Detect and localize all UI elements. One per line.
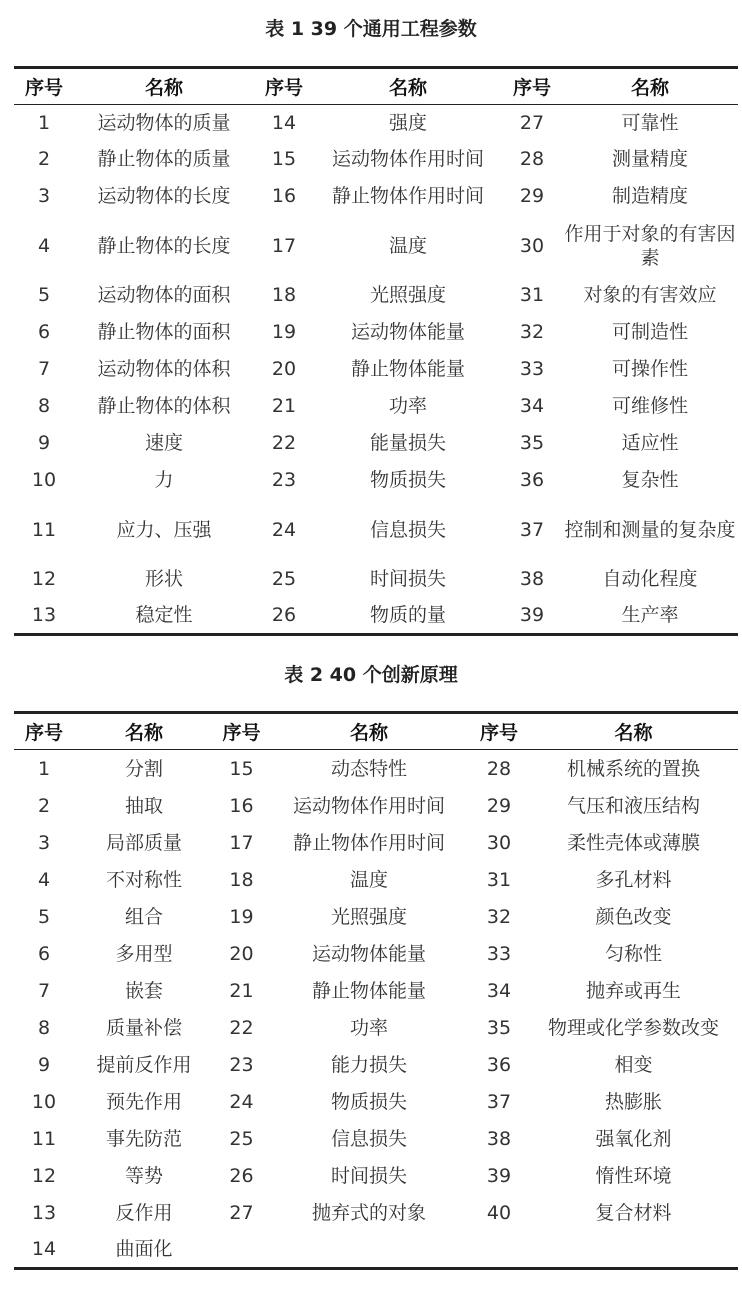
cell-name: 速度 xyxy=(144,432,183,454)
cell-name: 分割 xyxy=(124,757,163,780)
cell-name: 多孔材料 xyxy=(595,869,672,891)
header-name: 名称 xyxy=(529,713,738,750)
table-row xyxy=(14,215,738,277)
table-row xyxy=(14,178,738,215)
cell-name: 可靠性 xyxy=(621,111,679,134)
header-name: 名称 xyxy=(562,68,738,105)
table2-caption: 表 2 40 个创新原理 xyxy=(284,664,458,686)
cell-name: 匀称性 xyxy=(604,943,662,965)
cell-index: 20 xyxy=(271,358,297,380)
table-header-row xyxy=(14,713,738,750)
cell-index: 30 xyxy=(519,234,545,257)
cell-name: 稳定性 xyxy=(74,598,254,635)
cell-name: 力 xyxy=(154,469,174,491)
cell-name: 测量精度 xyxy=(611,148,688,170)
cell-name: 反作用 xyxy=(115,1202,173,1224)
cell-name: 机械系统的置换 xyxy=(566,757,700,780)
cell-index: 18 xyxy=(229,869,254,891)
cell-name: 物理或化学参数改变 xyxy=(547,1017,719,1039)
cell-index: 33 xyxy=(486,943,512,965)
cell-index: 16 xyxy=(229,795,254,817)
cell-name: 可操作性 xyxy=(611,358,688,380)
cell-name: 对象的有害效应 xyxy=(583,284,717,306)
cell-name: 热膨胀 xyxy=(604,1091,662,1113)
cell-index: 36 xyxy=(519,469,545,491)
cell-index: 25 xyxy=(229,1128,254,1150)
cell-index: 6 xyxy=(37,321,51,343)
cell-index: 35 xyxy=(519,432,545,454)
header-index: 序号 xyxy=(254,68,314,105)
cell-index: 28 xyxy=(486,757,512,780)
table-row xyxy=(14,561,738,598)
cell-name: 强度 xyxy=(388,111,427,134)
cell-name xyxy=(269,1232,469,1269)
cell-index: 39 xyxy=(502,598,562,635)
cell-index: 27 xyxy=(229,1202,254,1224)
cell-name: 静止物体的长度 xyxy=(97,234,231,257)
cell-index: 22 xyxy=(271,432,297,454)
table-row xyxy=(14,1010,738,1047)
cell-index: 7 xyxy=(37,980,51,1002)
cell-name: 形状 xyxy=(144,568,183,590)
cell-name: 运动物体的体积 xyxy=(97,358,231,380)
cell-index: 26 xyxy=(229,1165,254,1187)
cell-name: 运动物体的长度 xyxy=(97,185,231,207)
cell-index: 34 xyxy=(519,395,545,417)
cell-name: 复合材料 xyxy=(595,1202,672,1224)
cell-index: 12 xyxy=(31,1165,57,1187)
cell-index: 30 xyxy=(486,832,512,854)
cell-index: 1 xyxy=(37,757,51,780)
cell-index: 9 xyxy=(37,432,51,454)
cell-name: 可维修性 xyxy=(611,395,688,417)
cell-index: 11 xyxy=(31,518,57,541)
table-row xyxy=(14,388,738,425)
table-row xyxy=(14,1121,738,1158)
cell-name: 生产率 xyxy=(562,598,738,635)
cell-index: 22 xyxy=(229,1017,254,1039)
cell-name: 可制造性 xyxy=(611,321,688,343)
cell-index: 21 xyxy=(271,395,297,417)
cell-index: 23 xyxy=(229,1054,254,1076)
cell-index: 10 xyxy=(31,469,57,491)
table-row xyxy=(14,973,738,1010)
cell-index: 15 xyxy=(229,757,254,780)
cell-index: 4 xyxy=(37,234,51,257)
table-row xyxy=(14,351,738,388)
cell-index: 3 xyxy=(37,832,51,854)
cell-index: 14 xyxy=(14,1232,74,1269)
cell-name: 运动物体的质量 xyxy=(97,111,231,134)
cell-index: 17 xyxy=(271,234,297,257)
cell-name: 温度 xyxy=(388,234,427,257)
cell-name: 静止物体的质量 xyxy=(97,148,231,170)
cell-index: 4 xyxy=(37,869,51,891)
table-header-row xyxy=(14,68,738,105)
table-row xyxy=(14,314,738,351)
cell-name: 相变 xyxy=(614,1054,653,1076)
cell-index: 23 xyxy=(271,469,297,491)
cell-name: 静止物体的面积 xyxy=(97,321,231,343)
cell-index: 28 xyxy=(519,148,545,170)
cell-name: 光照强度 xyxy=(330,906,407,928)
cell-name: 强氧化剂 xyxy=(595,1128,672,1150)
cell-name: 光照强度 xyxy=(369,284,446,306)
cell-name: 温度 xyxy=(349,869,388,891)
engineering-parameters-table xyxy=(14,66,738,636)
cell-name: 抛弃式的对象 xyxy=(311,1202,426,1224)
cell-name: 控制和测量的复杂度 xyxy=(564,518,736,541)
cell-index: 12 xyxy=(31,568,57,590)
table-row xyxy=(14,141,738,178)
table-row xyxy=(14,1158,738,1195)
cell-index: 37 xyxy=(486,1091,512,1113)
cell-name: 不对称性 xyxy=(105,869,182,891)
cell-name: 自动化程度 xyxy=(602,568,698,590)
cell-index: 39 xyxy=(486,1165,512,1187)
cell-index: 26 xyxy=(254,598,314,635)
header-name: 名称 xyxy=(314,68,502,105)
cell-name: 气压和液压结构 xyxy=(566,795,700,817)
cell-name: 应力、压强 xyxy=(116,518,212,541)
cell-index: 36 xyxy=(486,1054,512,1076)
table-row xyxy=(14,1047,738,1084)
header-name: 名称 xyxy=(74,68,254,105)
cell-name: 制造精度 xyxy=(611,185,688,207)
cell-name: 时间损失 xyxy=(369,568,446,590)
cell-name: 物质损失 xyxy=(369,469,446,491)
cell-index: 7 xyxy=(37,358,51,380)
cell-name: 抛弃或再生 xyxy=(585,980,681,1002)
cell-name: 能力损失 xyxy=(330,1054,407,1076)
cell-name: 嵌套 xyxy=(124,980,163,1002)
table-row xyxy=(14,862,738,899)
table-row xyxy=(14,750,738,788)
innovation-principles-table xyxy=(14,711,738,1270)
cell-index: 31 xyxy=(486,869,512,891)
table-row xyxy=(14,899,738,936)
table-row xyxy=(14,105,738,141)
table1-caption: 表 1 39 个通用工程参数 xyxy=(265,18,477,40)
header-index: 序号 xyxy=(14,713,74,750)
cell-index: 38 xyxy=(486,1128,512,1150)
cell-index: 40 xyxy=(486,1202,512,1224)
table-row xyxy=(14,825,738,862)
cell-index: 35 xyxy=(486,1017,512,1039)
cell-name: 功率 xyxy=(349,1017,388,1039)
cell-index: 37 xyxy=(519,518,545,541)
cell-index: 2 xyxy=(37,795,51,817)
cell-index xyxy=(214,1232,269,1269)
cell-name: 作用于对象的有害因素 xyxy=(564,222,736,269)
cell-index: 2 xyxy=(37,148,51,170)
cell-name: 静止物体作用时间 xyxy=(331,185,484,207)
cell-index: 3 xyxy=(37,185,51,207)
cell-index: 11 xyxy=(31,1128,57,1150)
cell-name: 物质损失 xyxy=(330,1091,407,1113)
cell-index: 29 xyxy=(486,795,512,817)
cell-name: 预先作用 xyxy=(105,1091,182,1113)
cell-name: 时间损失 xyxy=(330,1165,407,1187)
cell-index: 33 xyxy=(519,358,545,380)
cell-name: 运动物体能量 xyxy=(311,943,426,965)
cell-index: 5 xyxy=(37,284,51,306)
cell-index: 13 xyxy=(14,598,74,635)
cell-name: 局部质量 xyxy=(105,832,182,854)
cell-name: 适应性 xyxy=(621,432,679,454)
cell-index: 21 xyxy=(229,980,254,1002)
cell-index: 34 xyxy=(486,980,512,1002)
cell-name: 信息损失 xyxy=(330,1128,407,1150)
cell-index: 8 xyxy=(37,1017,51,1039)
cell-name: 惰性环境 xyxy=(595,1165,672,1187)
cell-index: 6 xyxy=(37,943,51,965)
header-index: 序号 xyxy=(469,713,529,750)
cell-index: 19 xyxy=(229,906,254,928)
cell-index: 9 xyxy=(37,1054,51,1076)
cell-name: 运动物体作用时间 xyxy=(331,148,484,170)
cell-name: 动态特性 xyxy=(330,757,407,780)
cell-index: 13 xyxy=(31,1202,57,1224)
cell-name: 功率 xyxy=(388,395,427,417)
header-name: 名称 xyxy=(269,713,469,750)
cell-name: 运动物体的面积 xyxy=(97,284,231,306)
cell-index: 16 xyxy=(271,185,297,207)
cell-index xyxy=(469,1232,529,1269)
cell-name xyxy=(529,1232,738,1269)
table-row xyxy=(14,425,738,462)
cell-name: 信息损失 xyxy=(369,518,446,541)
cell-name: 等势 xyxy=(124,1165,163,1187)
cell-index: 19 xyxy=(271,321,297,343)
cell-index: 8 xyxy=(37,395,51,417)
cell-name: 复杂性 xyxy=(621,469,679,491)
cell-name: 抽取 xyxy=(124,795,163,817)
cell-name: 运动物体作用时间 xyxy=(292,795,445,817)
cell-name: 事先防范 xyxy=(105,1128,182,1150)
cell-index: 17 xyxy=(229,832,254,854)
cell-name: 静止物体作用时间 xyxy=(292,832,445,854)
header-index: 序号 xyxy=(502,68,562,105)
cell-name: 能量损失 xyxy=(369,432,446,454)
header-index: 序号 xyxy=(214,713,269,750)
cell-index: 15 xyxy=(271,148,297,170)
cell-name: 多用型 xyxy=(115,943,173,965)
cell-name: 物质的量 xyxy=(314,598,502,635)
cell-index: 31 xyxy=(519,284,545,306)
header-name: 名称 xyxy=(74,713,214,750)
cell-index: 32 xyxy=(519,321,545,343)
cell-index: 1 xyxy=(37,111,51,134)
table-row xyxy=(14,1195,738,1232)
table-row xyxy=(14,277,738,314)
cell-name: 静止物体能量 xyxy=(350,358,465,380)
cell-index: 14 xyxy=(271,111,297,134)
table-row xyxy=(14,936,738,973)
cell-name: 组合 xyxy=(124,906,163,928)
cell-index: 25 xyxy=(271,568,297,590)
table-row xyxy=(14,499,738,561)
cell-name: 曲面化 xyxy=(74,1232,214,1269)
table-row xyxy=(14,462,738,499)
cell-name: 静止物体能量 xyxy=(311,980,426,1002)
table-row xyxy=(14,1232,738,1269)
cell-name: 静止物体的体积 xyxy=(97,395,231,417)
cell-index: 24 xyxy=(271,518,297,541)
header-index: 序号 xyxy=(14,68,74,105)
cell-index: 18 xyxy=(271,284,297,306)
cell-name: 柔性壳体或薄膜 xyxy=(566,832,700,854)
cell-index: 32 xyxy=(486,906,512,928)
cell-name: 质量补偿 xyxy=(105,1017,182,1039)
table-row xyxy=(14,598,738,635)
cell-index: 10 xyxy=(31,1091,57,1113)
cell-index: 38 xyxy=(519,568,545,590)
cell-index: 5 xyxy=(37,906,51,928)
table-row xyxy=(14,788,738,825)
cell-name: 运动物体能量 xyxy=(350,321,465,343)
cell-index: 20 xyxy=(229,943,254,965)
cell-index: 24 xyxy=(229,1091,254,1113)
table-row xyxy=(14,1084,738,1121)
cell-name: 提前反作用 xyxy=(96,1054,192,1076)
cell-index: 29 xyxy=(519,185,545,207)
cell-name: 颜色改变 xyxy=(595,906,672,928)
cell-index: 27 xyxy=(519,111,545,134)
